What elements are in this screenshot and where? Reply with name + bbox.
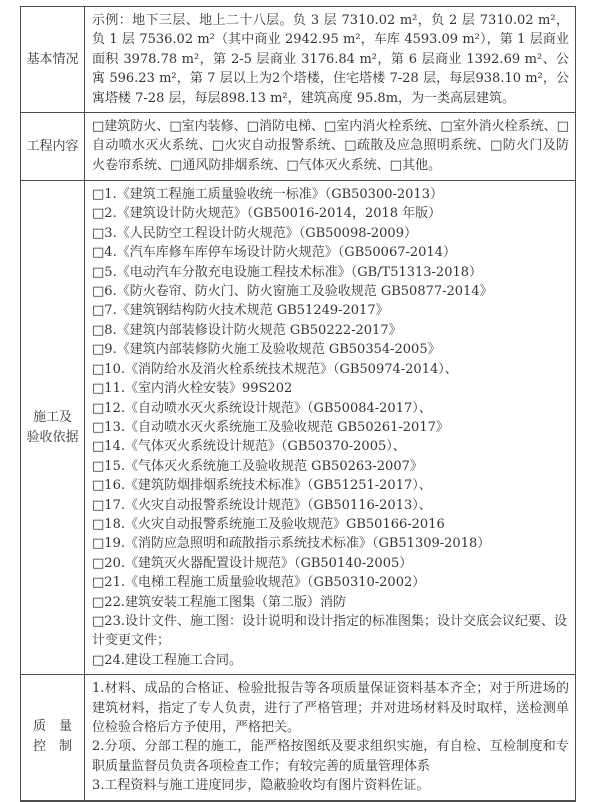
project-item-label: 疏散及应急照明系统、 [356, 138, 491, 154]
acceptance-form-table [20, 6, 576, 802]
checkbox-icon: □ [440, 119, 453, 135]
checkbox-icon: □ [92, 419, 105, 435]
standard-item [92, 243, 569, 262]
standard-item-text: 21.《电梯工程施工质量验收规范》（GB50310-2002） [104, 575, 426, 591]
standard-item-text: 14.《气体灭火系统设计规范》（GB50370-2005）、 [104, 439, 406, 455]
checkbox-icon: □ [92, 478, 105, 494]
standard-item [92, 301, 569, 320]
standard-item-text: 6.《防火卷帘、防火门、防火窗施工及验收规范 GB50877-2014》 [104, 284, 493, 300]
checkbox-icon: □ [92, 361, 105, 377]
standard-item-text: 13.《自动喷水灭火系统施工及验收规范 GB50261-2017》 [104, 419, 449, 435]
checkbox-icon: □ [92, 342, 105, 358]
standard-item-text: 5.《电动汽车分散充电设施工程技术标准》（GB/T51313-2018） [104, 264, 483, 280]
checkbox-icon: □ [344, 138, 357, 154]
project-item-label: 室内消火栓系统、 [336, 119, 441, 135]
project-item-label: 防火门及防火卷帘系统、 [92, 138, 569, 173]
standard-item-text: 20.《建筑灭火器配置设计规范》（GB50140-2005） [104, 555, 413, 571]
checkbox-icon: □ [92, 381, 105, 397]
standard-item [92, 437, 569, 456]
standard-item-text: 11.《室内消火栓安装》99S202 [104, 381, 293, 397]
standard-item [92, 263, 569, 282]
checkbox-icon: □ [92, 187, 105, 203]
checkbox-icon: □ [490, 138, 503, 154]
standard-item [92, 340, 569, 359]
standard-item [92, 379, 569, 398]
basic-info-row-label [21, 7, 85, 112]
standard-item [92, 534, 569, 553]
standard-item-text: 18.《火灾自动报警系统施工及验收规范》GB50166-2016 [104, 516, 445, 532]
quality-control-paragraph: 3.工程资料与施工进度同步，隐蔽验收均有图片资料佐证。 [92, 778, 430, 794]
project-item-label: 自动喷水灭火系统、 [92, 138, 212, 154]
checkbox-icon: □ [92, 458, 105, 474]
checkbox-icon: □ [92, 245, 105, 261]
checkbox-icon: □ [92, 225, 105, 241]
standard-item-text: 24.建设工程施工合同。 [104, 652, 242, 668]
quality-control-paragraph: 1.材料、成品的合格证、检验批报告等各项质量保证资料基本齐全；对于所进场的建筑材料，指定了专人负责，进行了严格管理；并对进场材料及时取样，送检测单位检验合格后方予使用，严格把关。 [92, 681, 569, 735]
row-quality-control [21, 675, 575, 799]
standard-item-text: 9.《建筑内部装修防火施工及验收规范 GB50354-2005》 [104, 342, 441, 358]
standard-item-text: 23.设计文件、施工图：设计说明和设计指定的标准图集；设计交底会议纪要、设计变更文件； [92, 613, 567, 649]
standard-item [92, 476, 569, 495]
project-content-row-label [21, 113, 85, 180]
standard-item-text: 1.《建筑工程施工质量验收统一标准》（GB50300-2013） [104, 187, 443, 203]
standard-item-text: 22.建筑安装工程施工图集（第二版）消防 [104, 594, 346, 610]
standard-item-text: 16.《建筑防烟排烟系统技术标准》（GB51251-2017）、 [104, 478, 432, 494]
checkbox-icon: □ [323, 119, 337, 135]
checkbox-icon: □ [286, 157, 299, 173]
checkbox-icon: □ [170, 157, 183, 173]
quality-control-paragraphs [85, 675, 575, 799]
acceptance-basis-label-line1: 施工及 [32, 409, 72, 425]
standard-item [92, 321, 569, 340]
checkbox-icon: □ [92, 613, 105, 629]
basic-info-label-text: 基本情况 [26, 51, 79, 67]
standard-item-text: 2.《建筑设计防火规范》（GB50016-2014，2018 年版） [104, 206, 442, 222]
checkbox-icon: □ [169, 119, 182, 135]
checkbox-icon: □ [92, 497, 105, 513]
row-basic-info [21, 7, 575, 113]
standards-list [85, 181, 575, 674]
standard-item-text: 10.《消防给水及消火栓系统技术规范》（GB50974-2014）、 [104, 361, 458, 377]
quality-control-label-line1: 质 量 [32, 719, 72, 735]
standard-item-text: 3.《人民防空工程设计防火规范》（GB50098-2009） [104, 225, 417, 241]
standard-item [92, 185, 569, 204]
checkbox-icon: □ [92, 206, 105, 222]
standard-item-text: 12.《自动喷水灭火系统设计规范》（GB50084-2017）、 [104, 400, 432, 416]
row-project-content [21, 113, 575, 181]
standard-item-text: 8.《建筑内部装修设计防火规范 GB50222-2017》 [104, 322, 402, 338]
project-item-label: 通风防排烟系统、 [182, 157, 287, 173]
standard-item-text: 7.《建筑钢结构防火技术规范 GB51249-2017》 [104, 303, 389, 319]
project-content-label-text: 工程内容 [26, 138, 79, 154]
quality-control-label-line2: 控 制 [32, 739, 72, 755]
project-item-label: 室外消火栓系统、 [452, 119, 557, 135]
checkbox-icon: □ [92, 555, 105, 571]
checkbox-icon: □ [92, 536, 105, 552]
row-acceptance-basis [21, 181, 575, 675]
acceptance-basis-row-label [21, 181, 85, 674]
standard-item [92, 204, 569, 223]
checkbox-icon: □ [246, 119, 259, 135]
acceptance-basis-label-line2: 验收依据 [26, 429, 79, 445]
checkbox-icon: □ [92, 322, 105, 338]
standard-item-text: 17.《火灾自动报警系统设计规范》（GB50116-2013）、 [104, 497, 432, 513]
checkbox-icon: □ [92, 119, 105, 135]
basic-info-content: 示例：地下三层、地上二十八层。负 3 层 7310.02 m²，负 2 层 7310.02 m²，负 1 层 7536.02 m²（其中商业 2942.95 m²，车库 4593.09 m²），第 1 层商业面积 3978.78 m²，第 2-5 层商业 3176.84 m²，第 6 层商业 1392.69 m²、公寓 596.23 m²，第 7 层以上为2个塔楼，住宅塔楼 7-28 层，每层938.10 m²，公寓塔楼 7-28 层，每层898.13 m²，建筑高度 95.8m，为一类高层建筑。 [92, 13, 569, 106]
standard-item [92, 282, 569, 301]
checkbox-icon: □ [92, 594, 105, 610]
project-item-label: 消防电梯、 [258, 119, 324, 135]
project-item-label: 室内装修、 [181, 119, 247, 135]
standard-item [92, 224, 569, 243]
standard-item [92, 360, 569, 379]
standard-item-text: 19.《消防应急照明和疏散指示系统技术标准》（GB51309-2018） [104, 536, 491, 552]
standard-item-text: 15.《气体灭火系统施工及验收规范 GB50263-2007》 [104, 458, 423, 474]
checkbox-icon: □ [211, 138, 225, 154]
standard-item [92, 457, 569, 476]
quality-control-paragraph: 2.分项、分部工程的施工，能严格按图纸及要求组织实施，有自检、互检制度和专职质量监督员负责各项检查工作；有较完善的质量管理体系 [92, 739, 569, 774]
checkbox-icon: □ [92, 284, 105, 300]
checkbox-icon: □ [92, 439, 105, 455]
standard-item [92, 418, 569, 437]
project-item-label: 火灾自动报警系统、 [224, 138, 345, 154]
standard-item [92, 496, 569, 515]
standard-item [92, 593, 569, 612]
quality-control-row-label [21, 675, 85, 799]
checkbox-icon: □ [92, 575, 105, 591]
standard-item-text: 4.《汽车库修车库停车场设计防火规范》（GB50067-2014） [104, 245, 456, 261]
checkbox-icon: □ [92, 652, 105, 668]
project-item-label: 建筑防火、 [104, 119, 170, 135]
project-item-label: 气体灭火系统、 [298, 157, 390, 173]
standard-item [92, 554, 569, 573]
checkbox-icon: □ [92, 516, 105, 532]
project-content-items [85, 113, 575, 180]
checkbox-icon: □ [389, 157, 402, 173]
project-item-label: 其他。 [401, 157, 441, 173]
checkbox-icon: □ [92, 264, 105, 280]
standard-item [92, 651, 569, 670]
standard-item [92, 399, 569, 418]
checkbox-icon: □ [92, 400, 105, 416]
standard-item [92, 573, 569, 592]
checkbox-icon: □ [556, 119, 569, 135]
standard-item [92, 612, 569, 651]
standard-item [92, 515, 569, 534]
checkbox-icon: □ [92, 303, 105, 319]
